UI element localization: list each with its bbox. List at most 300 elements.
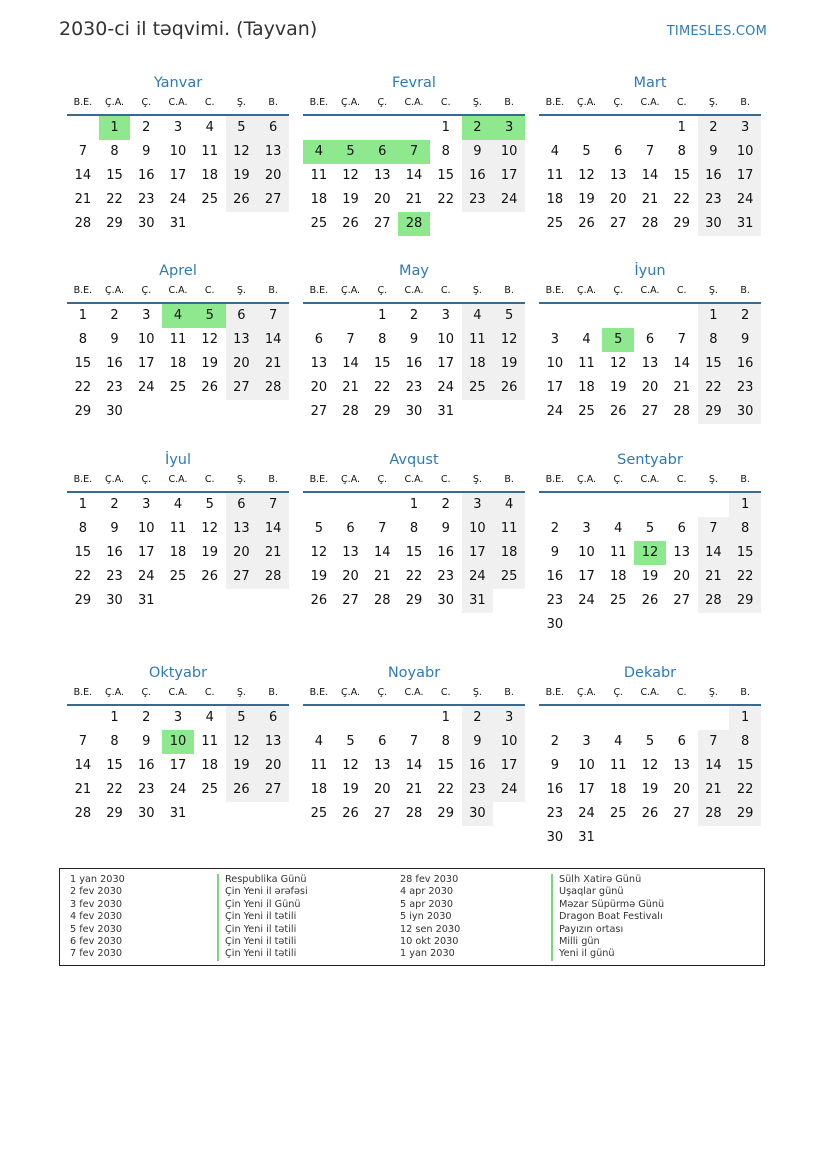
day-cell: 8 <box>698 328 730 352</box>
day-cell: 24 <box>578 593 595 608</box>
day-cell: 27 <box>257 188 289 212</box>
day-cell: 23 <box>106 380 123 395</box>
day-cell: 17 <box>138 545 155 560</box>
day-cell: 21 <box>74 782 92 797</box>
day-cell: 20 <box>374 782 391 797</box>
weekday-label: B.E. <box>73 474 93 485</box>
weekday-label: Ç. <box>141 285 152 296</box>
holiday-date: 5 apr 2030 <box>400 898 454 910</box>
weekday-header <box>67 94 289 116</box>
day-cell: 27 <box>257 778 289 802</box>
day-cell: 18 <box>578 380 595 395</box>
weekday-label: B.E. <box>545 474 565 485</box>
day-grid <box>539 493 761 637</box>
day-cell: 31 <box>729 212 761 236</box>
day-cell: 23 <box>437 569 454 584</box>
month-name: May <box>399 263 429 279</box>
empty-cell <box>539 304 571 328</box>
holiday-dates-column-1 <box>70 874 125 961</box>
day-cell: 29 <box>106 216 123 231</box>
day-cell: 17 <box>578 569 595 584</box>
day-cell: 27 <box>673 593 690 608</box>
weekday-label: Ç. <box>377 97 388 108</box>
day-cell: 21 <box>374 569 391 584</box>
empty-cell <box>303 706 335 730</box>
day-cell: 12 <box>493 328 525 352</box>
empty-cell <box>602 493 634 517</box>
weekday-label: C.A. <box>168 687 188 698</box>
day-cell: 11 <box>610 545 627 560</box>
day-cell: 31 <box>437 404 454 419</box>
day-cell: 5 <box>582 144 591 159</box>
day-cell: 6 <box>226 493 258 517</box>
weekday-label: Ç.A. <box>105 97 125 108</box>
day-cell: 25 <box>310 806 328 821</box>
day-cell: 6 <box>614 144 623 159</box>
day-cell: 11 <box>610 758 627 773</box>
holiday-date: 10 okt 2030 <box>400 935 459 947</box>
weekday-label: B.E. <box>309 285 329 296</box>
day-cell: 22 <box>673 192 690 207</box>
day-cell: 22 <box>729 565 761 589</box>
day-cell: 15 <box>106 758 123 773</box>
day-cell: 11 <box>493 517 525 541</box>
weekday-header <box>539 94 761 116</box>
day-cell: 1 <box>99 116 131 140</box>
day-cell: 30 <box>546 617 564 632</box>
weekday-label: B.E. <box>545 687 565 698</box>
site-link[interactable]: TIMESLES.COM <box>666 24 767 39</box>
day-cell: 12 <box>634 541 666 565</box>
holiday-date: 2 fev 2030 <box>70 886 123 898</box>
day-cell: 20 <box>374 192 391 207</box>
month-5 <box>303 260 525 424</box>
day-cell: 12 <box>610 356 627 371</box>
day-cell: 23 <box>698 188 730 212</box>
day-cell: 29 <box>374 404 391 419</box>
day-cell: 14 <box>74 758 92 773</box>
day-grid <box>303 304 525 424</box>
day-cell: 9 <box>409 332 419 347</box>
day-cell: 20 <box>257 754 289 778</box>
day-cell: 10 <box>162 730 194 754</box>
day-cell: 14 <box>673 356 690 371</box>
day-cell: 7 <box>698 730 730 754</box>
day-cell: 14 <box>257 517 289 541</box>
empty-cell <box>698 706 730 730</box>
day-cell: 22 <box>106 192 123 207</box>
weekday-label: B. <box>268 474 278 485</box>
day-cell: 8 <box>677 144 686 159</box>
day-cell: 26 <box>226 188 258 212</box>
weekday-label: B. <box>504 97 514 108</box>
empty-cell <box>666 706 698 730</box>
day-cell: 12 <box>226 730 258 754</box>
day-grid <box>303 706 525 826</box>
day-cell: 14 <box>374 545 391 560</box>
day-cell: 1 <box>110 710 119 725</box>
day-cell: 17 <box>578 782 595 797</box>
weekday-label: C. <box>676 285 687 296</box>
weekday-label: Ş. <box>236 474 246 485</box>
empty-cell <box>335 493 367 517</box>
day-cell: 16 <box>698 164 730 188</box>
holiday-date: 5 iyn 2030 <box>400 911 452 923</box>
day-cell: 16 <box>405 356 423 371</box>
weekday-label: Ç.A. <box>341 474 361 485</box>
day-cell: 16 <box>437 545 454 560</box>
day-cell: 8 <box>409 521 419 536</box>
empty-cell <box>335 706 367 730</box>
day-cell: 29 <box>673 216 690 231</box>
day-cell: 15 <box>374 356 391 371</box>
month-9 <box>539 449 761 637</box>
day-cell: 10 <box>169 144 187 159</box>
day-cell: 11 <box>169 332 187 347</box>
day-cell: 17 <box>546 380 564 395</box>
weekday-label: C. <box>440 97 451 108</box>
weekday-label: Ç. <box>377 687 388 698</box>
day-cell: 2 <box>462 706 494 730</box>
weekday-label: B.E. <box>73 687 93 698</box>
day-cell: 6 <box>257 706 289 730</box>
day-cell: 11 <box>169 521 187 536</box>
day-cell: 13 <box>374 168 391 183</box>
day-cell: 12 <box>310 545 328 560</box>
day-cell: 4 <box>614 734 623 749</box>
weekday-label: Ş. <box>708 687 718 698</box>
day-cell: 13 <box>673 758 690 773</box>
weekday-label: C.A. <box>404 687 424 698</box>
day-cell: 4 <box>162 304 194 328</box>
day-cell: 11 <box>546 168 564 183</box>
day-cell: 29 <box>437 806 454 821</box>
day-cell: 4 <box>205 710 214 725</box>
day-cell: 27 <box>226 376 258 400</box>
day-cell: 2 <box>462 116 494 140</box>
day-cell: 1 <box>409 497 419 512</box>
day-cell: 30 <box>106 593 123 608</box>
day-cell: 4 <box>493 493 525 517</box>
month-4 <box>67 260 289 424</box>
day-cell: 21 <box>74 192 92 207</box>
day-cell: 16 <box>138 168 155 183</box>
day-cell: 4 <box>303 140 335 164</box>
day-cell: 26 <box>641 593 659 608</box>
day-cell: 18 <box>201 758 218 773</box>
holiday-list <box>59 868 765 966</box>
day-cell: 21 <box>257 541 289 565</box>
day-cell: 20 <box>310 380 328 395</box>
day-cell: 17 <box>138 356 155 371</box>
day-grid <box>303 493 525 613</box>
day-cell: 5 <box>645 521 655 536</box>
weekday-label: B. <box>268 97 278 108</box>
day-cell: 27 <box>342 593 359 608</box>
month-6 <box>539 260 761 424</box>
weekday-label: B. <box>740 474 750 485</box>
day-cell: 28 <box>698 802 730 826</box>
day-cell: 14 <box>257 328 289 352</box>
day-cell: 8 <box>378 332 387 347</box>
day-cell: 23 <box>462 778 494 802</box>
empty-cell <box>303 493 335 517</box>
day-cell: 6 <box>226 304 258 328</box>
day-cell: 25 <box>610 593 627 608</box>
day-cell: 15 <box>729 541 761 565</box>
day-cell: 10 <box>493 730 525 754</box>
day-cell: 13 <box>374 758 391 773</box>
day-cell: 25 <box>169 569 187 584</box>
day-cell: 9 <box>550 545 559 560</box>
day-cell: 25 <box>169 380 187 395</box>
day-cell: 7 <box>257 493 289 517</box>
day-grid <box>67 706 289 826</box>
empty-cell <box>366 493 398 517</box>
empty-cell <box>539 493 571 517</box>
day-cell: 11 <box>310 758 328 773</box>
month-name: Aprel <box>159 263 197 279</box>
day-grid <box>67 493 289 613</box>
day-cell: 18 <box>169 356 187 371</box>
day-cell: 17 <box>169 758 187 773</box>
month-12 <box>539 662 761 850</box>
weekday-label: C. <box>676 474 687 485</box>
day-cell: 12 <box>226 140 258 164</box>
day-cell: 28 <box>405 806 423 821</box>
day-cell: 5 <box>493 304 525 328</box>
day-cell: 26 <box>310 593 328 608</box>
day-cell: 19 <box>201 545 218 560</box>
day-cell: 4 <box>550 144 559 159</box>
day-cell: 12 <box>342 758 359 773</box>
empty-cell <box>539 116 571 140</box>
day-cell: 24 <box>462 565 494 589</box>
day-cell: 1 <box>441 120 450 135</box>
day-cell: 19 <box>226 754 258 778</box>
day-cell: 8 <box>729 730 761 754</box>
day-cell: 24 <box>493 188 525 212</box>
day-cell: 6 <box>677 734 686 749</box>
day-cell: 3 <box>173 120 183 135</box>
day-cell: 7 <box>257 304 289 328</box>
weekday-label: Ç.A. <box>577 687 597 698</box>
day-cell: 3 <box>493 706 525 730</box>
day-cell: 14 <box>405 168 423 183</box>
day-cell: 2 <box>729 304 761 328</box>
day-cell: 10 <box>578 758 595 773</box>
day-cell: 5 <box>205 497 214 512</box>
day-cell: 11 <box>310 168 328 183</box>
day-cell: 15 <box>437 758 454 773</box>
day-cell: 28 <box>698 589 730 613</box>
month-name: Noyabr <box>387 665 441 681</box>
day-cell: 1 <box>729 706 761 730</box>
day-cell: 3 <box>582 521 591 536</box>
holiday-date: 4 apr 2030 <box>400 886 454 898</box>
day-grid <box>67 304 289 424</box>
day-cell: 18 <box>546 192 564 207</box>
day-cell: 7 <box>78 144 87 159</box>
weekday-label: Ç.A. <box>577 474 597 485</box>
weekday-label: Ç. <box>613 474 624 485</box>
day-cell: 26 <box>578 216 595 231</box>
empty-cell <box>634 706 666 730</box>
month-name: İyul <box>164 452 192 468</box>
holiday-name: Payızın ortası <box>551 924 664 936</box>
day-cell: 12 <box>641 758 659 773</box>
day-cell: 9 <box>729 328 761 352</box>
day-cell: 18 <box>493 541 525 565</box>
weekday-label: Ş. <box>472 687 482 698</box>
day-cell: 30 <box>437 593 454 608</box>
day-cell: 14 <box>342 356 359 371</box>
day-cell: 15 <box>729 754 761 778</box>
day-cell: 21 <box>342 380 359 395</box>
weekday-label: B. <box>740 285 750 296</box>
day-cell: 23 <box>729 376 761 400</box>
day-cell: 8 <box>441 144 450 159</box>
day-cell: 12 <box>342 168 359 183</box>
holiday-date: 6 fev 2030 <box>70 935 123 947</box>
empty-cell <box>571 304 603 328</box>
day-cell: 16 <box>546 782 564 797</box>
empty-cell <box>602 116 634 140</box>
day-cell: 29 <box>698 400 730 424</box>
day-cell: 20 <box>673 569 690 584</box>
day-cell: 20 <box>673 782 690 797</box>
day-cell: 30 <box>546 830 564 845</box>
holiday-name: Respublika Günü <box>217 874 308 886</box>
day-cell: 2 <box>698 116 730 140</box>
day-cell: 25 <box>201 192 218 207</box>
day-cell: 10 <box>578 545 595 560</box>
day-cell: 3 <box>493 116 525 140</box>
day-cell: 6 <box>366 140 398 164</box>
day-cell: 9 <box>142 734 151 749</box>
day-cell: 11 <box>462 328 494 352</box>
day-cell: 31 <box>578 830 595 845</box>
weekday-label: B.E. <box>309 97 329 108</box>
holiday-name: Çin Yeni il Günü <box>217 899 308 911</box>
day-cell: 29 <box>729 802 761 826</box>
day-cell: 15 <box>698 352 730 376</box>
day-cell: 14 <box>698 541 730 565</box>
day-cell: 16 <box>462 754 494 778</box>
day-cell: 2 <box>110 308 119 323</box>
weekday-label: Ş. <box>708 285 718 296</box>
empty-cell <box>666 493 698 517</box>
empty-cell <box>335 116 367 140</box>
day-cell: 17 <box>493 164 525 188</box>
day-cell: 24 <box>138 569 155 584</box>
day-cell: 24 <box>729 188 761 212</box>
weekday-label: Ç.A. <box>105 285 125 296</box>
day-cell: 22 <box>437 192 454 207</box>
weekday-header <box>303 94 525 116</box>
holiday-name: Çin Yeni il tətili <box>217 924 308 936</box>
day-cell: 18 <box>310 192 328 207</box>
month-name: Sentyabr <box>617 452 683 468</box>
day-grid <box>539 706 761 850</box>
day-cell: 1 <box>729 493 761 517</box>
day-cell: 22 <box>374 380 391 395</box>
day-cell: 31 <box>169 216 187 231</box>
day-cell: 3 <box>729 116 761 140</box>
day-cell: 25 <box>310 216 328 231</box>
weekday-label: Ç.A. <box>105 687 125 698</box>
weekday-label: C.A. <box>404 474 424 485</box>
day-cell: 26 <box>641 806 659 821</box>
weekday-label: Ş. <box>708 97 718 108</box>
day-cell: 15 <box>437 168 454 183</box>
weekday-header <box>67 684 289 706</box>
weekday-label: B. <box>504 285 514 296</box>
day-cell: 6 <box>257 116 289 140</box>
month-3 <box>539 72 761 236</box>
day-cell: 28 <box>673 404 690 419</box>
day-cell: 26 <box>610 404 627 419</box>
day-cell: 12 <box>578 168 595 183</box>
day-cell: 20 <box>226 541 258 565</box>
day-cell: 28 <box>257 565 289 589</box>
day-cell: 13 <box>257 140 289 164</box>
day-cell: 14 <box>698 754 730 778</box>
weekday-label: C. <box>440 474 451 485</box>
day-cell: 12 <box>201 521 218 536</box>
day-cell: 21 <box>673 380 690 395</box>
day-cell: 9 <box>550 758 559 773</box>
weekday-label: Ç. <box>141 474 152 485</box>
day-cell: 18 <box>610 569 627 584</box>
empty-cell <box>398 116 430 140</box>
day-cell: 1 <box>441 710 450 725</box>
holiday-date: 1 yan 2030 <box>400 948 455 960</box>
day-grid <box>539 116 761 236</box>
day-cell: 17 <box>437 356 454 371</box>
day-cell: 24 <box>169 192 187 207</box>
day-cell: 2 <box>142 710 151 725</box>
day-cell: 8 <box>729 517 761 541</box>
day-cell: 11 <box>201 144 218 159</box>
day-cell: 23 <box>106 569 123 584</box>
day-cell: 30 <box>106 404 123 419</box>
day-cell: 19 <box>493 352 525 376</box>
weekday-label: Ş. <box>472 474 482 485</box>
month-2 <box>303 72 525 236</box>
day-cell: 20 <box>641 380 659 395</box>
day-cell: 13 <box>610 168 627 183</box>
day-cell: 20 <box>257 164 289 188</box>
page-title: 2030-ci il təqvimi. (Tayvan) <box>59 18 318 40</box>
day-cell: 19 <box>610 380 627 395</box>
day-cell: 8 <box>110 144 119 159</box>
weekday-label: Ş. <box>708 474 718 485</box>
day-cell: 10 <box>138 521 155 536</box>
day-cell: 25 <box>493 565 525 589</box>
day-cell: 17 <box>169 168 187 183</box>
weekday-label: Ç.A. <box>577 97 597 108</box>
day-cell: 6 <box>677 521 686 536</box>
day-cell: 21 <box>257 352 289 376</box>
weekday-label: Ç. <box>613 687 624 698</box>
day-cell: 29 <box>106 806 123 821</box>
day-cell: 4 <box>173 497 183 512</box>
day-cell: 19 <box>641 782 659 797</box>
weekday-label: B.E. <box>73 285 93 296</box>
day-cell: 3 <box>142 308 151 323</box>
day-cell: 30 <box>462 802 494 826</box>
